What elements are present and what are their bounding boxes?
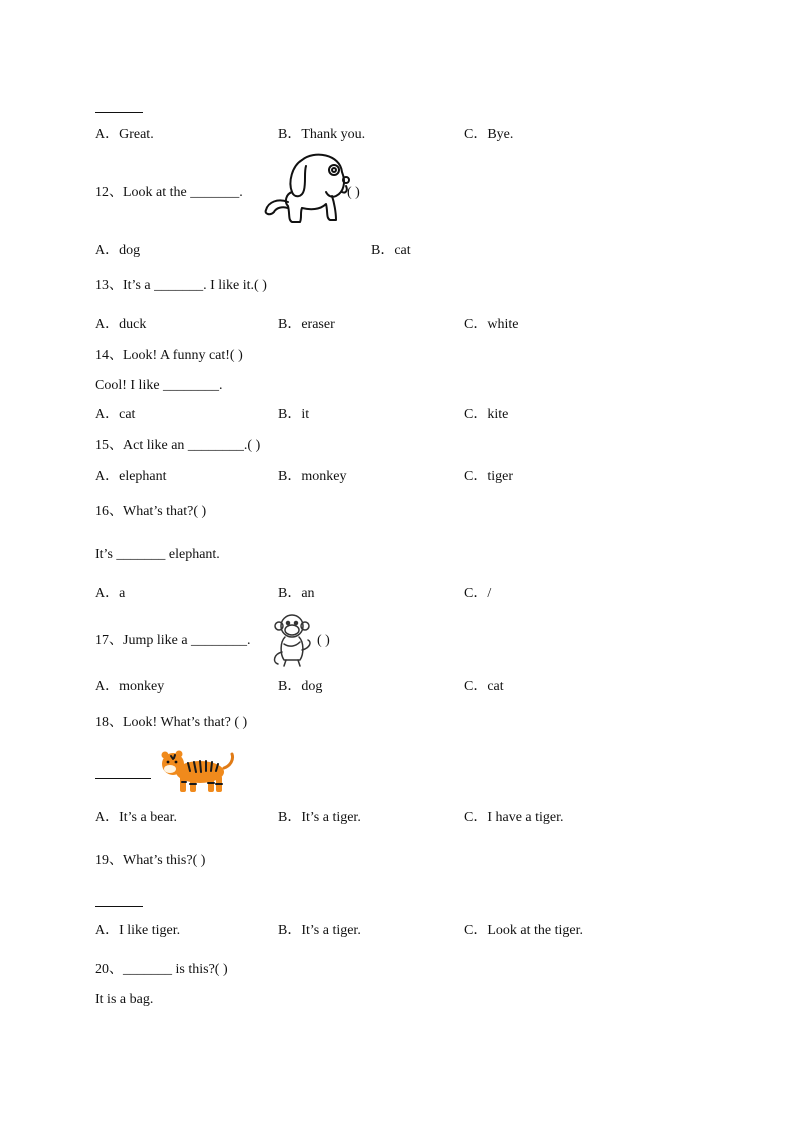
- q14-line2: Cool! I like ________.: [95, 378, 223, 393]
- q19-option-c[interactable]: C．Look at the tiger.: [464, 923, 583, 938]
- q11-option-c[interactable]: C．Bye.: [464, 127, 514, 142]
- q15-option-c[interactable]: C．tiger: [464, 469, 513, 484]
- q20-question: 20、_______ is this?( ): [95, 962, 228, 977]
- q15-option-b[interactable]: B．monkey: [278, 469, 347, 484]
- tiger-icon: [158, 746, 236, 794]
- q19-option-b[interactable]: B．It’s a tiger.: [278, 923, 361, 938]
- q20-line2: It is a bag.: [95, 992, 154, 1007]
- q19-option-a[interactable]: A．I like tiger.: [95, 923, 181, 938]
- q13-option-b[interactable]: B．eraser: [278, 317, 335, 332]
- q11-option-b[interactable]: B．Thank you.: [278, 127, 366, 142]
- q17-paren[interactable]: ( ): [317, 633, 330, 648]
- q15-question: 15、Act like an ________.( ): [95, 438, 261, 453]
- q17-option-a[interactable]: A．monkey: [95, 679, 165, 694]
- q12-paren[interactable]: ( ): [347, 185, 360, 200]
- q16-line2: It’s _______ elephant.: [95, 547, 220, 562]
- q14-question: 14、Look! A funny cat!( ): [95, 348, 243, 363]
- q16-option-a[interactable]: A．a: [95, 586, 126, 601]
- answer-blank-q18[interactable]: [95, 778, 151, 779]
- q12-question: 12、Look at the _______.: [95, 185, 243, 200]
- q18-option-c[interactable]: C．I have a tiger.: [464, 810, 564, 825]
- q18-option-b[interactable]: B．It’s a tiger.: [278, 810, 361, 825]
- q16-question: 16、What’s that?( ): [95, 504, 207, 519]
- q16-option-b[interactable]: B．an: [278, 586, 315, 601]
- q14-option-a[interactable]: A．cat: [95, 407, 136, 422]
- q15-option-a[interactable]: A．elephant: [95, 469, 167, 484]
- q14-option-b[interactable]: B．it: [278, 407, 310, 422]
- q18-option-a[interactable]: A．It’s a bear.: [95, 810, 178, 825]
- q12-option-a[interactable]: A．dog: [95, 243, 141, 258]
- q17-option-b[interactable]: B．dog: [278, 679, 323, 694]
- q14-option-c[interactable]: C．kite: [464, 407, 509, 422]
- q17-question: 17、Jump like a ________.: [95, 633, 251, 648]
- q13-question: 13、It’s a _______. I like it.( ): [95, 278, 267, 293]
- q16-option-c[interactable]: C．/: [464, 586, 492, 601]
- q17-option-c[interactable]: C．cat: [464, 679, 504, 694]
- q13-option-c[interactable]: C．white: [464, 317, 519, 332]
- q13-option-a[interactable]: A．duck: [95, 317, 147, 332]
- q18-question: 18、Look! What’s that? ( ): [95, 715, 248, 730]
- q11-option-a[interactable]: A．Great.: [95, 127, 154, 142]
- monkey-icon: [270, 612, 318, 668]
- q19-question: 19、What’s this?( ): [95, 853, 206, 868]
- answer-blank-q11[interactable]: [95, 112, 143, 113]
- q12-option-b[interactable]: B．cat: [371, 243, 411, 258]
- answer-blank-q19[interactable]: [95, 906, 143, 907]
- dog-icon: [262, 152, 354, 226]
